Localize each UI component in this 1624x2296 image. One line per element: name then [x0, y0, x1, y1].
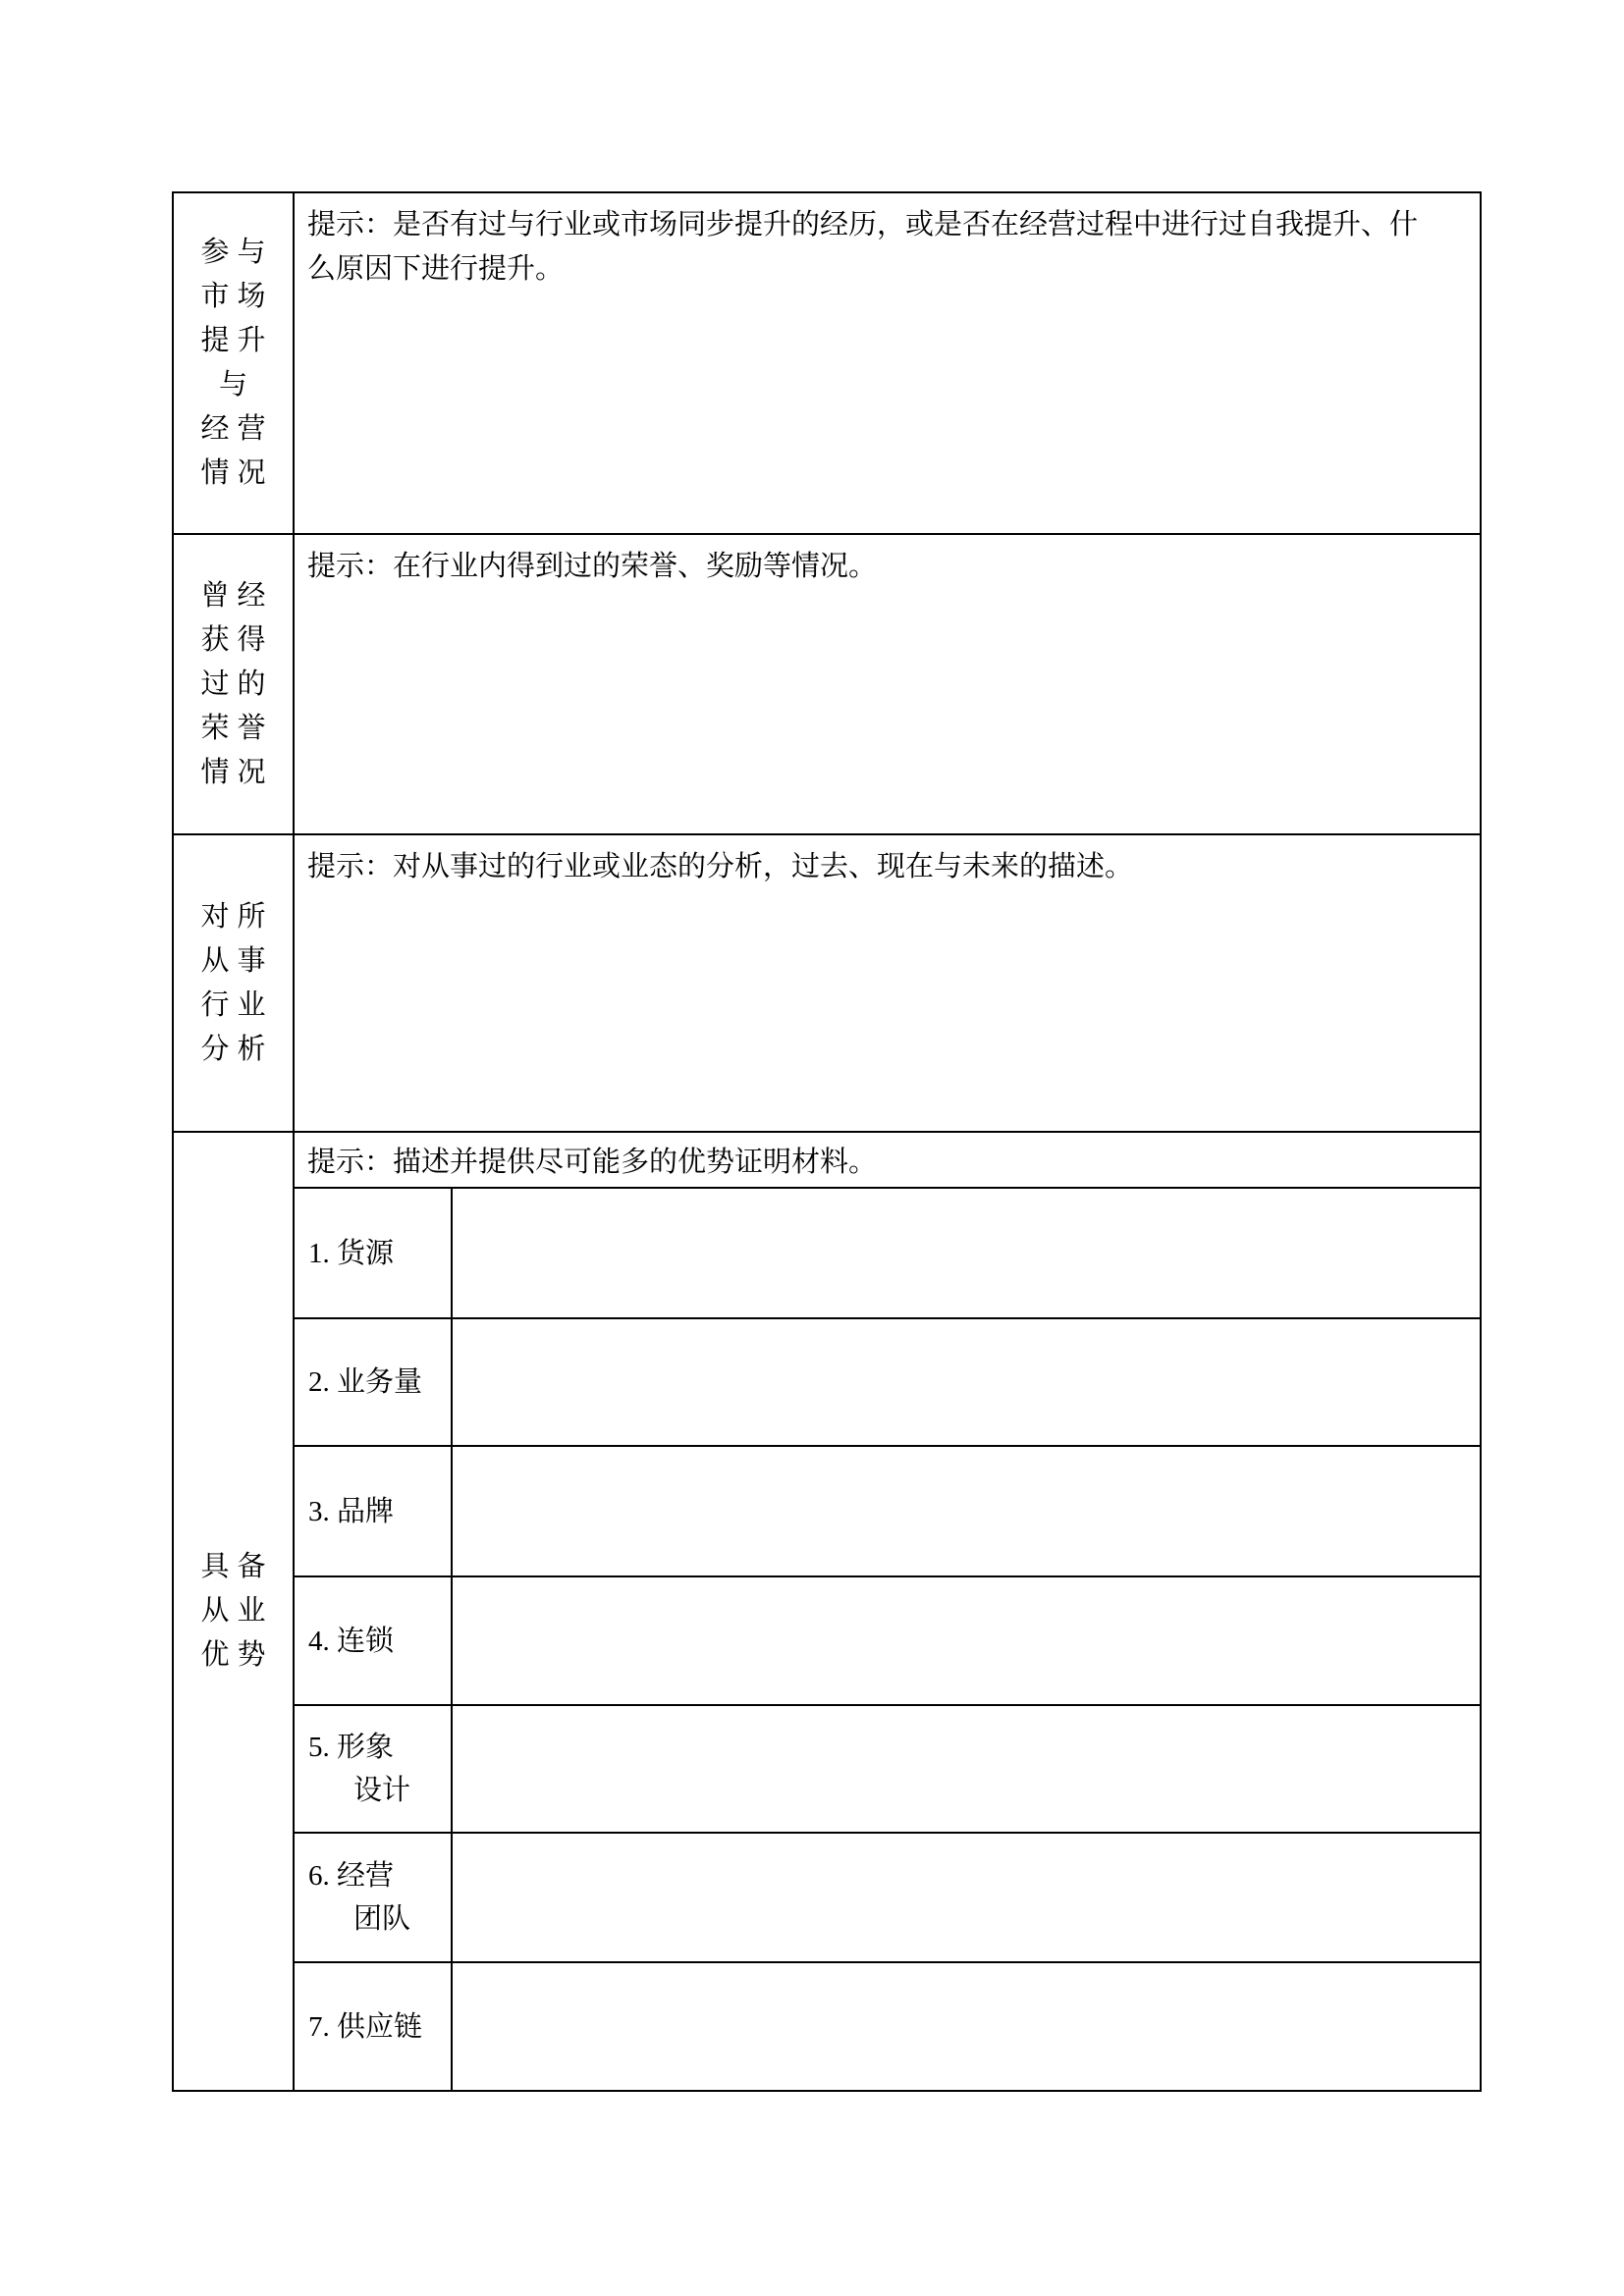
hint-text-honors: 提示：在行业内得到过的荣誉、奖励等情况。 [307, 551, 878, 582]
sub-label-line: 1. 货源 [308, 1237, 395, 1269]
sub-row-business-volume [295, 1319, 1480, 1447]
business-profile-form-table [172, 191, 1482, 2092]
label-line: 市场 [200, 281, 274, 312]
sub-row-chain [295, 1577, 1480, 1706]
label-line: 分析 [200, 1033, 274, 1065]
label-line: 过的 [200, 667, 274, 700]
label-line: 参与 [200, 237, 274, 268]
sub-label-supply-source [295, 1189, 453, 1317]
entry-area-management-team[interactable] [453, 1834, 1480, 1961]
sub-label-management-team [295, 1834, 453, 1961]
row-honors [174, 535, 1480, 835]
label-line: 情况 [200, 457, 274, 489]
label-line: 从事 [200, 944, 274, 977]
entry-area-chain[interactable] [453, 1577, 1480, 1704]
cell-industry-analysis [295, 835, 1480, 1131]
label-line: 从业 [200, 1595, 274, 1627]
entry-area-honors[interactable] [295, 589, 1480, 833]
label-line: 具备 [200, 1551, 274, 1582]
sub-label-image-design [295, 1706, 453, 1832]
label-line: 曾经 [200, 579, 274, 612]
sub-label-line: 6. 经营 [308, 1860, 395, 1892]
advantages-column [295, 1133, 1480, 2090]
row-label-professional-advantages [174, 1133, 295, 2090]
label-line: 提升 [200, 325, 274, 356]
hint-text-industry-analysis: 提示：对从事过的行业或业态的分析，过去、现在与未来的描述。 [307, 851, 1134, 882]
sub-label-chain [295, 1577, 453, 1704]
sub-row-supply-source [295, 1189, 1480, 1319]
label-line: 情况 [200, 756, 274, 788]
sub-label-line: 7. 供应链 [308, 2010, 423, 2043]
entry-area-business-volume[interactable] [453, 1319, 1480, 1445]
entry-area-brand[interactable] [453, 1447, 1480, 1575]
label-line: 与 [218, 369, 255, 400]
entry-area-market-participation[interactable] [295, 292, 1480, 533]
cell-honors [295, 535, 1480, 833]
row-label-industry-analysis [174, 835, 295, 1131]
entry-area-supply-source[interactable] [453, 1189, 1480, 1317]
sub-label-line: 3. 品牌 [308, 1495, 395, 1527]
hint-text-market-participation: 提示：是否有过与行业或市场同步提升的经历，或是否在经营过程中进行过自我提升、什么原因下进行提升。 [307, 209, 1419, 285]
row-professional-advantages [174, 1133, 1480, 2090]
sub-label-supply-chain [295, 1963, 453, 2090]
entry-area-supply-chain[interactable] [453, 1963, 1480, 2090]
row-label-honors [174, 535, 295, 833]
sub-label-brand [295, 1447, 453, 1575]
sub-row-brand [295, 1447, 1480, 1577]
sub-label-business-volume [295, 1319, 453, 1445]
label-line: 获得 [200, 623, 274, 656]
sub-row-supply-chain [295, 1963, 1480, 2090]
row-industry-analysis [174, 835, 1480, 1133]
advantages-hint-row [295, 1133, 1480, 1189]
sub-label-line: 团队 [353, 1903, 411, 1935]
sub-row-management-team [295, 1834, 1480, 1963]
sub-label-line: 4. 连锁 [308, 1625, 395, 1657]
label-line: 优势 [200, 1639, 274, 1671]
label-line: 行业 [200, 988, 274, 1021]
label-line: 荣誉 [200, 712, 274, 744]
row-label-market-participation [174, 193, 295, 533]
entry-area-image-design[interactable] [453, 1706, 1480, 1832]
entry-area-industry-analysis[interactable] [295, 889, 1480, 1131]
sub-label-line: 设计 [353, 1775, 411, 1806]
hint-text-advantages: 提示：描述并提供尽可能多的优势证明材料。 [307, 1147, 878, 1178]
row-market-participation [174, 193, 1480, 535]
sub-label-line: 2. 业务量 [308, 1366, 423, 1398]
sub-label-line: 5. 形象 [308, 1732, 395, 1763]
label-line: 对所 [200, 900, 274, 933]
sub-row-image-design [295, 1706, 1480, 1834]
label-line: 经营 [200, 413, 274, 445]
cell-market-participation [295, 193, 1480, 533]
